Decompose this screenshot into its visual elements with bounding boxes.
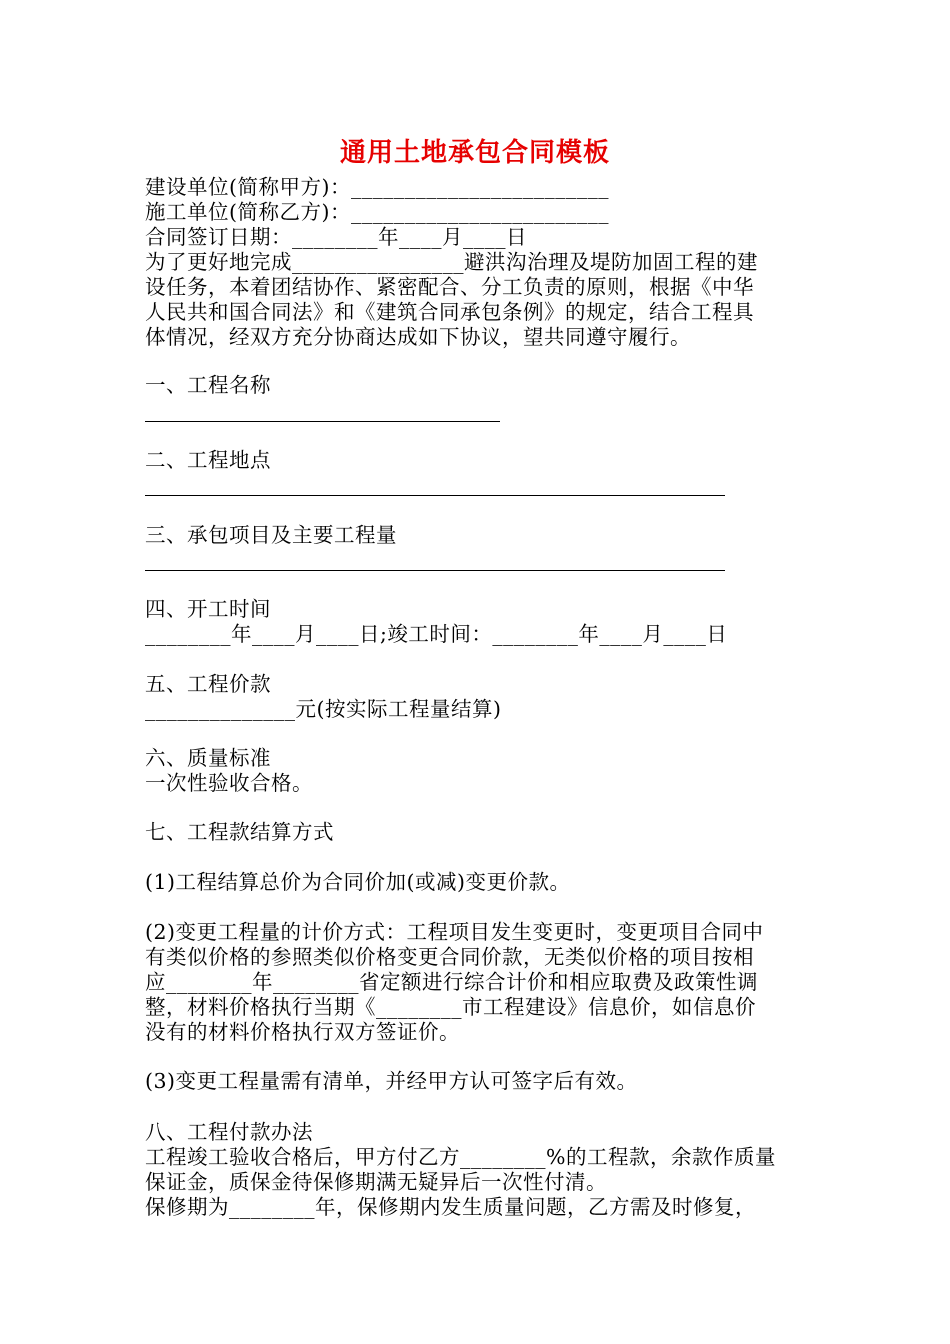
section-8-heading: 八、工程付款办法 [145, 1120, 313, 1144]
section-4-dates: ________年____月____日;竣工时间：________年____月____日 [145, 622, 728, 646]
intro-line-1: 为了更好地完成________________避洪沟治理及堤防加固工程的建 [145, 250, 758, 274]
section-8-line-2: 保证金，质保金待保修期满无疑异后一次性付清。 [145, 1170, 607, 1194]
section-3-heading: 三、承包项目及主要工程量 [145, 523, 397, 547]
section-6-text: 一次性验收合格。 [145, 771, 313, 795]
document-title: 通用土地承包合同模板 [339, 138, 610, 168]
section-8-line-1: 工程竣工验收合格后，甲方付乙方________%的工程款，余款作质量 [145, 1145, 776, 1169]
section-1-heading: 一、工程名称 [145, 373, 271, 397]
section-5-heading: 五、工程价款 [145, 672, 271, 696]
section-7-item-2-line-2: 有类似价格的参照类似价格变更合同价款，无类似价格的项目按相 [145, 945, 754, 969]
party-a-line: 建设单位(简称甲方)：________________________ [145, 175, 609, 199]
section-1-blank [145, 421, 500, 422]
section-2-heading: 二、工程地点 [145, 448, 271, 472]
section-7-heading: 七、工程款结算方式 [145, 820, 334, 844]
sign-date-line: 合同签订日期：________年____月____日 [145, 225, 527, 249]
section-7-item-2-line-1: (2)变更工程量的计价方式：工程项目发生变更时，变更项目合同中 [145, 920, 764, 944]
intro-line-3: 人民共和国合同法》和《建筑合同承包条例》的规定，结合工程具 [145, 300, 754, 324]
section-2-blank [145, 495, 725, 496]
party-b-line: 施工单位(简称乙方)：________________________ [145, 200, 609, 224]
section-7-item-2-line-5: 没有的材料价格执行双方签证价。 [145, 1020, 460, 1044]
section-3-blank [145, 570, 725, 571]
section-7-item-2-line-3: 应________年________省定额进行综合计价和相应取费及政策性调 [145, 970, 758, 994]
intro-line-2: 设任务，本着团结协作、紧密配合、分工负责的原则，根据《中华 [145, 275, 754, 299]
section-8-line-3: 保修期为________年，保修期内发生质量问题，乙方需及时修复， [145, 1195, 756, 1219]
section-4-heading: 四、开工时间 [145, 597, 271, 621]
section-6-heading: 六、质量标准 [145, 746, 271, 770]
section-7-item-3: (3)变更工程量需有清单，并经甲方认可签字后有效。 [145, 1069, 638, 1093]
section-7-item-2-line-4: 整，材料价格执行当期《________市工程建设》信息价，如信息价 [145, 995, 756, 1019]
section-5-price: ______________元(按实际工程量结算) [145, 697, 502, 721]
intro-line-4: 体情况，经双方充分协商达成如下协议，望共同遵守履行。 [145, 325, 691, 349]
section-7-item-1: (1)工程结算总价为合同价加(或减)变更价款。 [145, 870, 571, 894]
